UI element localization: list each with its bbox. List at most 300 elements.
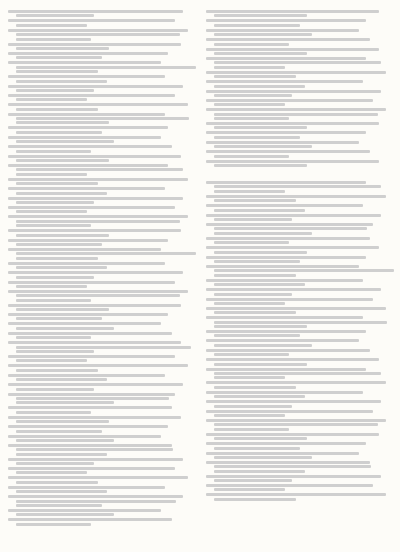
- register-entry: [8, 518, 190, 525]
- register-entry: [206, 442, 388, 449]
- register-entry: [206, 237, 388, 244]
- register-entry: [8, 467, 190, 474]
- register-entry: [8, 262, 190, 269]
- entry-text-line: [214, 488, 285, 491]
- entry-text-line: [206, 29, 359, 32]
- register-entry: [8, 383, 190, 390]
- register-entry: [206, 29, 388, 36]
- entry-text-line: [16, 224, 91, 227]
- entry-text-line: [206, 90, 381, 93]
- register-entry: [8, 290, 190, 302]
- register-entry: [206, 381, 388, 388]
- entry-text-line: [16, 66, 196, 69]
- register-entry: [206, 90, 388, 97]
- entry-text-line: [206, 80, 363, 83]
- register-entry: [8, 215, 190, 227]
- entry-text-line: [214, 465, 371, 468]
- entry-text-line: [206, 122, 379, 125]
- entry-text-line: [8, 43, 181, 46]
- register-entry: [206, 400, 388, 407]
- entry-text-line: [16, 294, 180, 297]
- register-entry: [206, 368, 388, 380]
- register-entry: [8, 341, 190, 353]
- register-entry: [8, 164, 190, 176]
- register-entry: [206, 316, 388, 328]
- register-entry: [206, 298, 388, 305]
- register-entry: [8, 85, 190, 92]
- entry-text-line: [16, 168, 183, 171]
- entry-text-line: [16, 453, 107, 456]
- entry-text-line: [8, 304, 181, 307]
- register-entry: [206, 279, 388, 286]
- entry-text-line: [8, 229, 181, 232]
- entry-text-line: [214, 321, 387, 324]
- register-entry: [8, 458, 190, 465]
- register-entry: [206, 330, 388, 337]
- entry-text-line: [214, 43, 289, 46]
- entry-text-line: [214, 85, 305, 88]
- entry-text-line: [8, 136, 161, 139]
- register-entry: [8, 229, 190, 236]
- register-entry: [206, 108, 388, 120]
- entry-text-line: [214, 470, 305, 473]
- entry-text-line: [214, 437, 307, 440]
- register-entry: [206, 410, 388, 417]
- entry-text-line: [8, 393, 175, 396]
- entry-text-line: [206, 223, 373, 226]
- entry-text-line: [214, 498, 296, 501]
- entry-text-line: [214, 395, 305, 398]
- register-entry: [206, 358, 388, 365]
- entry-text-line: [214, 232, 312, 235]
- entry-text-line: [214, 113, 378, 116]
- entry-text-line: [214, 283, 305, 286]
- entry-text-line: [214, 344, 312, 347]
- register-entry: [8, 29, 190, 41]
- entry-text-line: [8, 206, 175, 209]
- register-entry: [206, 181, 388, 193]
- entry-text-line: [16, 439, 114, 442]
- entry-text-line: [214, 241, 289, 244]
- entry-text-line: [206, 10, 379, 13]
- entry-text-line: [16, 38, 91, 41]
- entry-text-line: [206, 493, 386, 496]
- register-entry: [206, 256, 388, 263]
- entry-text-line: [8, 52, 168, 55]
- entry-text-line: [214, 302, 285, 305]
- entry-text-line: [16, 336, 91, 339]
- entry-text-line: [206, 410, 373, 413]
- entry-text-line: [214, 405, 292, 408]
- entry-text-line: [16, 140, 114, 143]
- entry-text-line: [8, 145, 172, 148]
- register-entry: [8, 94, 190, 101]
- register-entry: [206, 288, 388, 295]
- entry-text-line: [8, 19, 175, 22]
- entry-text-line: [206, 38, 370, 41]
- entry-text-line: [214, 103, 285, 106]
- register-entry: [8, 425, 190, 432]
- entry-text-line: [16, 308, 109, 311]
- register-entry: [206, 195, 388, 202]
- entry-text-line: [16, 397, 169, 400]
- entry-text-line: [8, 332, 172, 335]
- register-entry: [206, 99, 388, 106]
- entry-text-line: [214, 227, 367, 230]
- entry-text-line: [8, 383, 183, 386]
- entry-text-line: [16, 317, 102, 320]
- entry-text-line: [8, 155, 181, 158]
- register-entry: [8, 495, 190, 507]
- entry-text-line: [16, 369, 98, 372]
- entry-text-line: [16, 378, 107, 381]
- entry-text-line: [8, 495, 183, 498]
- register-entry: [8, 178, 190, 185]
- entry-text-line: [16, 121, 109, 124]
- entry-text-line: [8, 248, 161, 251]
- register-entry: [8, 313, 190, 320]
- entry-text-line: [8, 281, 175, 284]
- entry-text-line: [16, 150, 91, 153]
- entry-text-line: [214, 372, 381, 375]
- entry-text-line: [16, 359, 87, 362]
- entry-text-line: [16, 266, 107, 269]
- entry-text-line: [16, 24, 87, 27]
- register-entry: [8, 136, 190, 143]
- entry-text-line: [206, 48, 379, 51]
- entry-text-line: [8, 126, 168, 129]
- register-entry: [8, 435, 190, 442]
- entry-text-line: [8, 364, 188, 367]
- register-entry: [206, 71, 388, 78]
- entry-text-line: [16, 131, 102, 134]
- entry-text-line: [8, 374, 165, 377]
- entry-text-line: [16, 490, 107, 493]
- entry-text-line: [206, 279, 363, 282]
- entry-text-line: [206, 181, 366, 184]
- register-entry: [206, 246, 388, 253]
- entry-text-line: [214, 33, 312, 36]
- entry-text-line: [16, 89, 94, 92]
- entry-text-line: [16, 234, 109, 237]
- entry-text-line: [214, 428, 289, 431]
- entry-text-line: [16, 173, 87, 176]
- register-entry: [8, 281, 190, 288]
- entry-text-line: [206, 368, 366, 371]
- entry-text-line: [206, 400, 381, 403]
- entry-text-line: [8, 518, 172, 521]
- entry-text-line: [8, 187, 165, 190]
- entry-text-line: [214, 199, 296, 202]
- entry-text-line: [16, 108, 98, 111]
- register-entry: [8, 113, 190, 125]
- register-entry: [8, 322, 190, 329]
- entry-text-line: [214, 190, 285, 193]
- entry-text-line: [206, 475, 381, 478]
- entry-text-line: [206, 381, 386, 384]
- entry-text-line: [206, 237, 370, 240]
- entry-text-line: [16, 481, 98, 484]
- entry-text-line: [214, 24, 300, 27]
- register-entry: [8, 509, 190, 516]
- entry-text-line: [8, 178, 188, 181]
- register-entry: [8, 248, 190, 260]
- register-entry: [206, 452, 388, 459]
- register-entry: [206, 10, 388, 17]
- entry-text-line: [214, 269, 394, 272]
- entry-text-line: [206, 131, 366, 134]
- entry-text-line: [214, 185, 381, 188]
- entry-text-line: [16, 401, 114, 404]
- register-entry: [8, 393, 190, 405]
- entry-text-line: [16, 80, 107, 83]
- entry-text-line: [16, 420, 109, 423]
- entry-text-line: [8, 425, 168, 428]
- entry-text-line: [214, 164, 307, 167]
- register-entry: [206, 475, 388, 482]
- entry-text-line: [8, 29, 188, 32]
- entry-text-line: [8, 94, 175, 97]
- entry-text-line: [16, 523, 91, 526]
- entry-text-line: [16, 388, 94, 391]
- register-entry: [206, 141, 388, 148]
- entry-text-line: [206, 160, 379, 163]
- entry-text-line: [214, 145, 312, 148]
- entry-text-line: [16, 257, 98, 260]
- entry-text-line: [8, 486, 165, 489]
- entry-text-line: [16, 462, 94, 465]
- register-entry: [8, 10, 190, 17]
- register-entry: [206, 80, 388, 87]
- entry-text-line: [16, 411, 91, 414]
- register-entry: [8, 332, 190, 339]
- entry-text-line: [214, 274, 296, 277]
- entry-text-line: [206, 256, 366, 259]
- register-entry: [8, 126, 190, 133]
- entry-text-line: [8, 341, 181, 344]
- entry-text-line: [16, 346, 191, 349]
- entry-text-line: [206, 461, 370, 464]
- entry-text-line: [214, 260, 300, 263]
- entry-text-line: [214, 423, 378, 426]
- entry-text-line: [206, 150, 370, 153]
- register-entry: [206, 307, 388, 314]
- register-entry: [8, 52, 190, 59]
- register-entry: [206, 265, 388, 277]
- register-entry: [8, 155, 190, 162]
- entry-text-line: [214, 117, 289, 120]
- entry-text-line: [16, 98, 87, 101]
- entry-text-line: [206, 307, 386, 310]
- entry-text-line: [214, 293, 292, 296]
- register-entry: [206, 131, 388, 138]
- entry-text-line: [214, 414, 285, 417]
- register-entry: [8, 355, 190, 362]
- entry-text-line: [214, 209, 305, 212]
- entry-text-line: [8, 85, 183, 88]
- entry-text-line: [8, 355, 175, 358]
- register-entry: [8, 145, 190, 152]
- register-entry: [206, 19, 388, 26]
- entry-text-line: [214, 94, 292, 97]
- entry-text-line: [214, 386, 296, 389]
- entry-text-line: [206, 484, 373, 487]
- entry-text-line: [16, 327, 114, 330]
- register-entry: [206, 150, 388, 157]
- entry-text-line: [8, 509, 161, 512]
- register-entry: [8, 103, 190, 110]
- entry-text-line: [16, 285, 87, 288]
- entry-text-line: [8, 444, 172, 447]
- register-entry: [8, 364, 190, 371]
- entry-text-line: [214, 155, 289, 158]
- entry-text-line: [214, 325, 307, 328]
- entry-text-line: [206, 108, 386, 111]
- entry-text-line: [206, 330, 366, 333]
- register-entry: [8, 406, 190, 413]
- entry-text-line: [16, 159, 109, 162]
- register-entry: [206, 38, 388, 45]
- entry-text-line: [8, 313, 168, 316]
- entry-text-line: [16, 243, 102, 246]
- entry-text-line: [214, 66, 285, 69]
- entry-text-line: [16, 471, 87, 474]
- entry-text-line: [16, 252, 196, 255]
- register-entry: [8, 304, 190, 311]
- entry-text-line: [206, 298, 373, 301]
- entry-text-line: [16, 350, 94, 353]
- register-entry: [206, 204, 388, 211]
- entry-text-line: [206, 316, 363, 319]
- register-entry: [206, 493, 388, 500]
- entry-text-line: [214, 75, 296, 78]
- entry-text-line: [214, 456, 312, 459]
- entry-text-line: [8, 197, 183, 200]
- register-entry: [206, 349, 388, 356]
- register-entry: [206, 48, 388, 55]
- entry-text-line: [16, 276, 94, 279]
- entry-text-line: [206, 141, 359, 144]
- entry-text-line: [206, 358, 379, 361]
- entry-text-line: [214, 447, 300, 450]
- entry-text-line: [206, 214, 381, 217]
- entry-text-line: [8, 322, 161, 325]
- entry-text-line: [214, 363, 307, 366]
- entry-text-line: [16, 504, 102, 507]
- entry-text-line: [16, 500, 176, 503]
- entry-text-line: [214, 251, 307, 254]
- entry-text-line: [16, 33, 180, 36]
- entry-text-line: [206, 339, 359, 342]
- entry-text-line: [8, 290, 188, 293]
- entry-text-line: [206, 433, 379, 436]
- entry-text-line: [16, 430, 102, 433]
- register-entry: [8, 43, 190, 50]
- register-entry: [206, 419, 388, 431]
- entry-text-line: [16, 299, 91, 302]
- entry-text-line: [8, 262, 165, 265]
- register-entry: [8, 416, 190, 423]
- entry-text-line: [206, 99, 373, 102]
- entry-text-line: [206, 391, 363, 394]
- entry-text-line: [16, 210, 87, 213]
- entry-text-line: [8, 406, 172, 409]
- entry-text-line: [206, 246, 379, 249]
- entry-text-line: [16, 448, 173, 451]
- entry-text-line: [206, 195, 386, 198]
- entry-text-line: [16, 192, 107, 195]
- register-entry: [206, 433, 388, 440]
- entry-text-line: [214, 14, 307, 17]
- register-entry: [206, 57, 388, 69]
- entry-text-line: [8, 61, 161, 64]
- entry-text-line: [8, 458, 183, 461]
- entry-text-line: [16, 47, 109, 50]
- register-entry: [206, 391, 388, 398]
- entry-text-line: [8, 435, 161, 438]
- register-entry: [206, 339, 388, 346]
- register-entry: [206, 122, 388, 129]
- entry-text-line: [214, 479, 292, 482]
- entry-text-line: [206, 349, 370, 352]
- right-column: [206, 10, 388, 503]
- register-entry: [8, 476, 190, 483]
- entry-text-line: [214, 136, 300, 139]
- entry-text-line: [16, 220, 180, 223]
- entry-text-line: [8, 271, 183, 274]
- register-entry: [8, 19, 190, 26]
- register-entry: [8, 61, 190, 73]
- entry-text-line: [214, 376, 285, 379]
- entry-text-line: [8, 10, 183, 13]
- register-entry: [8, 75, 190, 82]
- entry-text-line: [16, 513, 114, 516]
- entry-text-line: [8, 215, 188, 218]
- register-entry: [8, 197, 190, 204]
- entry-text-line: [214, 353, 289, 356]
- register-entry: [206, 223, 388, 235]
- entry-text-line: [8, 113, 165, 116]
- register-entry: [206, 214, 388, 221]
- entry-text-line: [206, 265, 359, 268]
- entry-text-line: [214, 126, 307, 129]
- entry-text-line: [214, 311, 296, 314]
- register-entry: [8, 444, 190, 456]
- entry-text-line: [206, 288, 381, 291]
- column-gap: [206, 169, 388, 181]
- entry-text-line: [16, 14, 94, 17]
- register-entry: [206, 484, 388, 491]
- entry-text-line: [206, 19, 366, 22]
- register-entry: [8, 187, 190, 194]
- register-entry: [8, 271, 190, 278]
- entry-text-line: [206, 452, 359, 455]
- entry-text-line: [8, 467, 175, 470]
- register-entry: [206, 160, 388, 167]
- entry-text-line: [206, 71, 386, 74]
- register-entry: [206, 461, 388, 473]
- entry-text-line: [214, 334, 300, 337]
- register-entry: [8, 486, 190, 493]
- entry-text-line: [214, 61, 381, 64]
- entry-text-line: [206, 57, 366, 60]
- entry-text-line: [8, 239, 168, 242]
- entry-text-line: [206, 419, 386, 422]
- entry-text-line: [16, 56, 102, 59]
- entry-text-line: [16, 201, 94, 204]
- entry-text-line: [206, 204, 363, 207]
- register-entry: [8, 374, 190, 381]
